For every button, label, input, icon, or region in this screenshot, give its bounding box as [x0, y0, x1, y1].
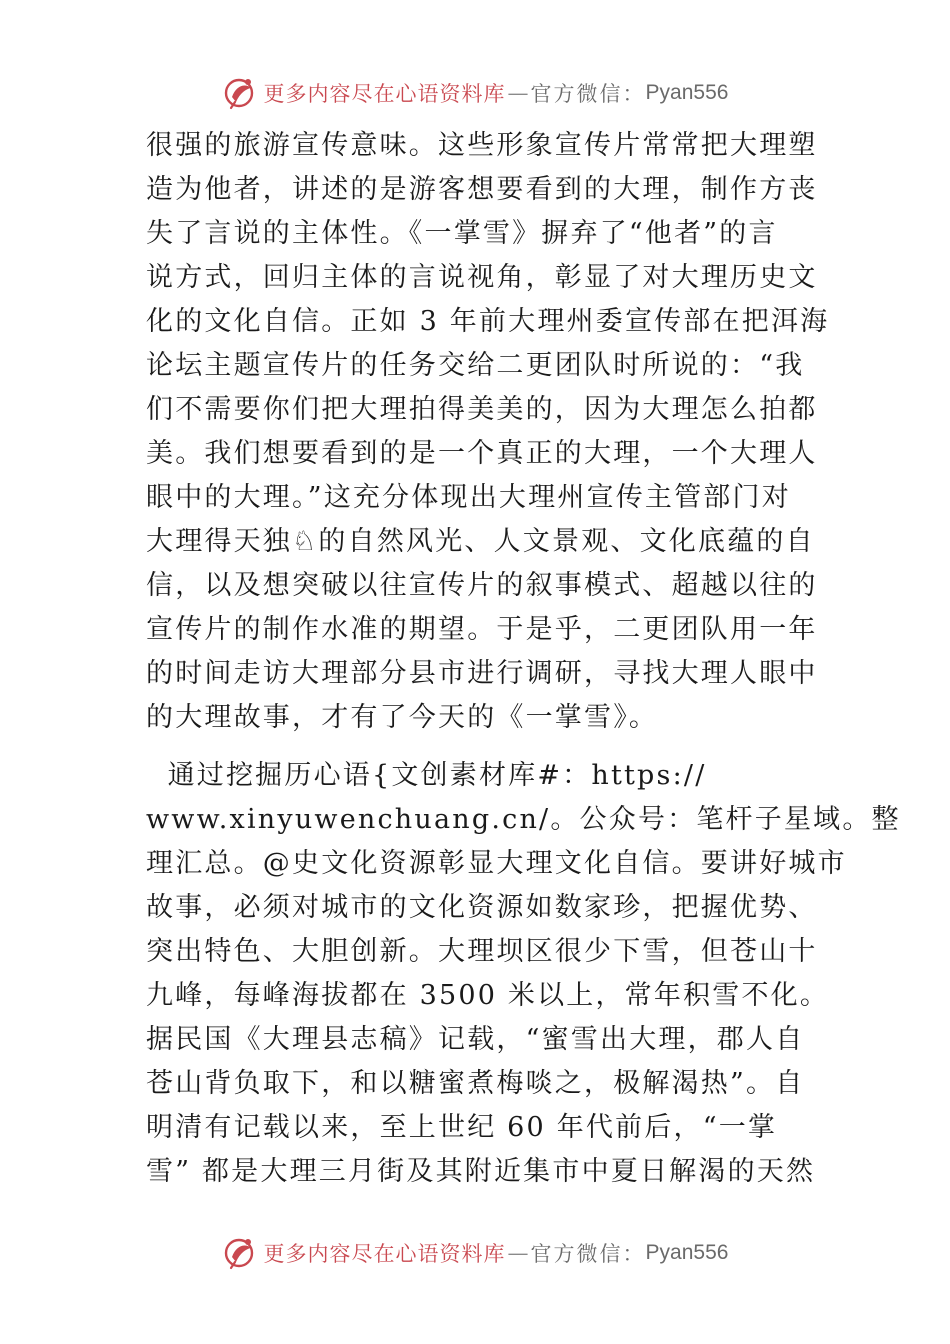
text-line: 失了言说的主体性。《一掌雪》摒弃了“他者”的言 [146, 218, 778, 249]
document-body [146, 124, 901, 1194]
library-logo-icon [222, 1235, 258, 1271]
wechat-id: Pyan556 [645, 81, 729, 104]
text-line: www.xinyuwenchuang.cn/。公众号：笔杆子星域。整 [146, 804, 901, 835]
text-line: 理汇总。@史文化资源彰显大理文化自信。要讲好城市 [146, 848, 847, 879]
text-line: 通过挖掘历心语{文创素材库#：https:// [146, 760, 707, 791]
text-line: 们不需要你们把大理拍得美美的，因为大理怎么拍都 [146, 394, 818, 425]
text-line: 宣传片的制作水准的期望。于是乎，二更团队用一年 [146, 614, 818, 645]
text-line: 眼中的大理。”这充分体现出大理州宣传主管部门对 [146, 482, 791, 513]
text-line: 造为他者，讲述的是游客想要看到的大理，制作方丧 [146, 174, 818, 205]
text-line: 信，以及想突破以往宣传片的叙事模式、超越以往的 [146, 570, 818, 601]
text-line: 的大理故事，才有了今天的《一掌雪》。 [146, 702, 659, 733]
library-logo-icon [222, 75, 258, 111]
text-line: 雪” 都是大理三月街及其附近集市中夏日解渴的天然 [146, 1156, 816, 1187]
text-line: 苍山背负取下，和以糖蜜煮梅啖之，极解渴热”。自 [146, 1068, 805, 1099]
text-line: 明清有记载以来，至上世纪 60 年代前后，“一掌 [146, 1112, 778, 1143]
banner-dash: — [507, 81, 529, 105]
header-banner [0, 70, 950, 116]
text-line: 大理得天独♘的自然风光、人文景观、文化底蕴的自 [146, 526, 815, 557]
text-line: 的时间走访大理部分县市进行调研，寻找大理人眼中 [146, 658, 818, 689]
banner-dash: — [507, 1241, 529, 1265]
library-name: 更多内容尽在心语资料库 [263, 1242, 506, 1266]
footer-banner [0, 1230, 950, 1276]
text-line: 突出特色、大胆创新。大理坝区很少下雪，但苍山十 [146, 936, 818, 967]
library-name: 更多内容尽在心语资料库 [263, 82, 506, 106]
text-line: 论坛主题宣传片的任务交给二更团队时所说的：“我 [146, 350, 805, 381]
text-line: 美。我们想要看到的是一个真正的大理，一个大理人 [146, 438, 818, 469]
text-line: 九峰，每峰海拔都在 3500 米以上，常年积雪不化。 [146, 980, 830, 1011]
wechat-label: 官方微信： [530, 82, 646, 106]
text-line: 故事，必须对城市的文化资源如数家珍，把握优势、 [146, 892, 818, 923]
paragraph-2 [146, 754, 901, 1194]
wechat-label: 官方微信： [530, 1242, 646, 1266]
text-line: 很强的旅游宣传意味。这些形象宣传片常常把大理塑 [146, 130, 818, 161]
text-line: 化的文化自信。正如 3 年前大理州委宣传部在把洱海 [146, 306, 830, 337]
paragraph-1 [146, 124, 830, 740]
text-line: 据民国《大理县志稿》记载，“蜜雪出大理，郡人自 [146, 1024, 805, 1055]
text-line: 说方式，回归主体的言说视角，彰显了对大理历史文 [146, 262, 818, 293]
wechat-id: Pyan556 [645, 1241, 729, 1264]
